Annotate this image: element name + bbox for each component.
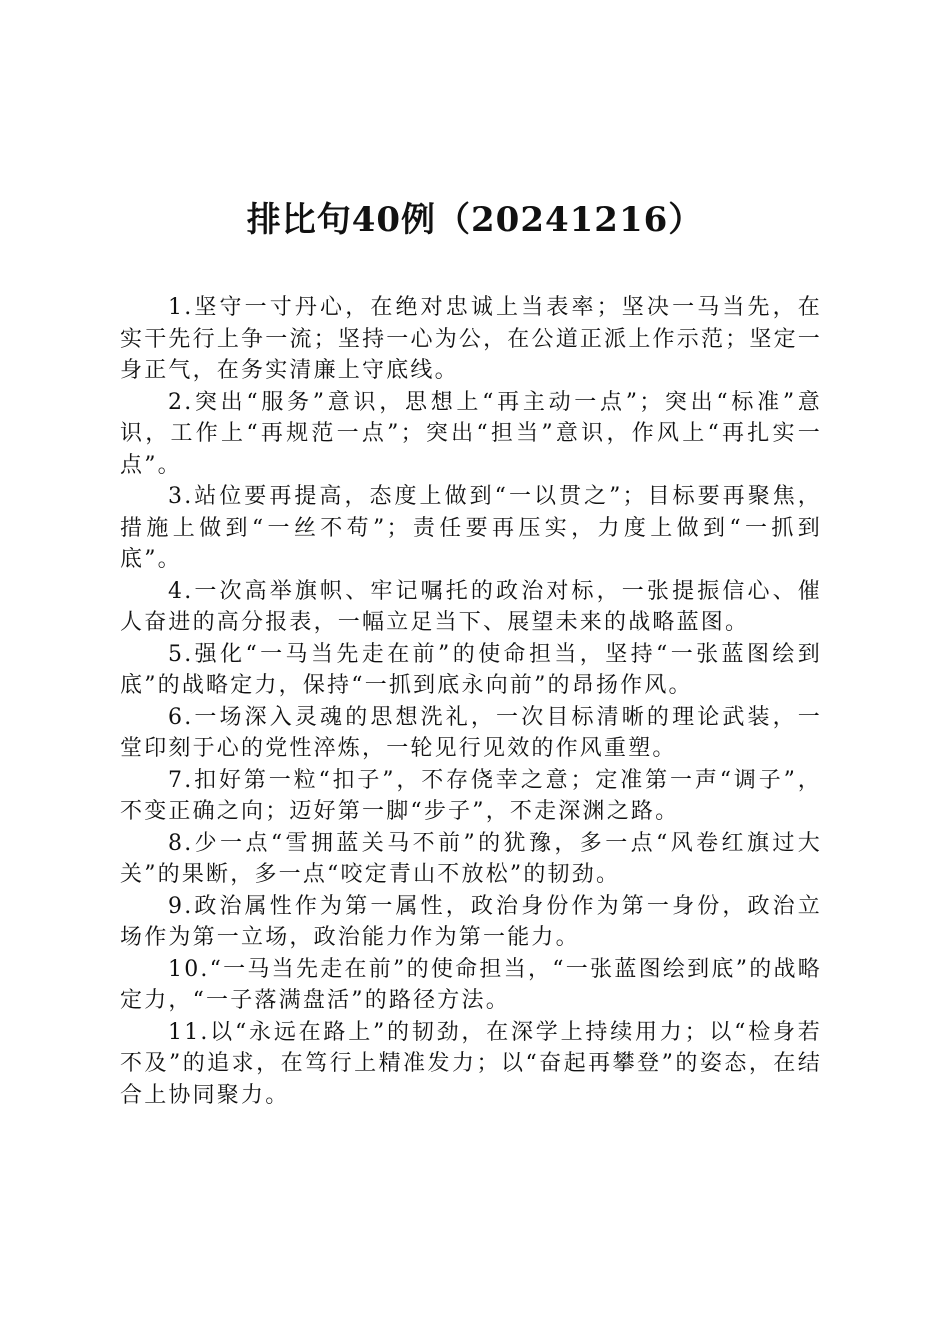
paragraph-3: 3.站位要再提高，态度上做到“一以贯之”；目标要再聚焦，措施上做到“一丝不苟”；责任要再压实，力度上做到“一抓到底”。 [120,484,822,572]
paragraph-1: 1.坚守一寸丹心，在绝对忠诚上当表率；坚决一马当先，在实干先行上争一流；坚持一心为公，在公道正派上作示范；坚定一身正气，在务实清廉上守底线。 [120,295,822,383]
paragraph-4: 4.一次高举旗帜、牢记嘱托的政治对标，一张提振信心、催人奋进的高分报表，一幅立足当下、展望未来的战略蓝图。 [120,578,822,635]
paragraph-9: 9.政治属性作为第一属性，政治身份作为第一身份，政治立场作为第一立场，政治能力作为第一能力。 [120,893,822,950]
document-body [120,292,822,1111]
paragraph-2: 2.突出“服务”意识，思想上“再主动一点”；突出“标准”意识，工作上“再规范一点”；突出“担当”意识，作风上“再扎实一点”。 [120,389,822,478]
paragraph-7: 7.扣好第一粒“扣子”，不存侥幸之意；定准第一声“调子”，不变正确之向；迈好第一脚“步子”，不走深渊之路。 [120,767,822,824]
paragraph-11: 11.以“永远在路上”的韧劲，在深学上持续用力；以“检身若不及”的追求，在笃行上精准发力；以“奋起再攀登”的姿态，在结合上协同聚力。 [120,1019,822,1108]
document-title: 排比句40例（20241216） [246,200,704,240]
paragraph-6: 6.一场深入灵魂的思想洗礼，一次目标清晰的理论武装，一堂印刻于心的党性淬炼，一轮见行见效的作风重塑。 [120,704,822,761]
paragraph-5: 5.强化“一马当先走在前”的使命担当，坚持“一张蓝图绘到底”的战略定力，保持“一抓到底永向前”的昂扬作风。 [120,641,822,698]
paragraph-8: 8.少一点“雪拥蓝关马不前”的犹豫，多一点“风卷红旗过大关”的果断，多一点“咬定青山不放松”的韧劲。 [120,830,822,887]
paragraph-10: 10.“一马当先走在前”的使命担当，“一张蓝图绘到底”的战略定力，“一子落满盘活”的路径方法。 [120,956,822,1013]
